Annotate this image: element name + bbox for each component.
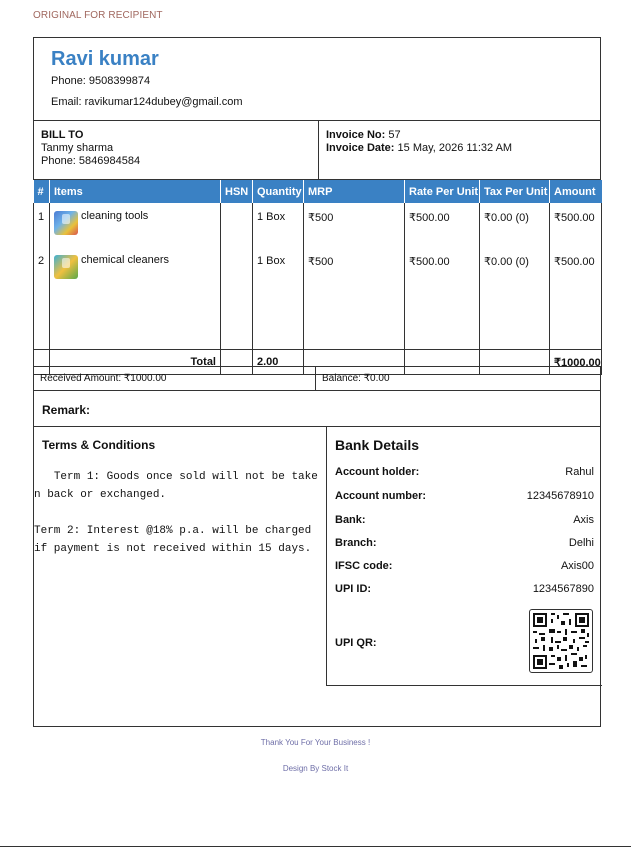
col-header-quantity: Quantity: [253, 180, 304, 203]
bank-value: Axis: [573, 514, 594, 526]
page-bottom-rule: [0, 846, 631, 847]
col-header-items: Items: [50, 180, 221, 203]
upi-id-label: UPI ID:: [335, 583, 372, 595]
bank-label: Bank:: [335, 514, 366, 526]
row-tax: ₹0.00 (0): [480, 203, 550, 247]
bank-details: [326, 427, 602, 686]
upi-qr-label: UPI QR:: [335, 637, 377, 649]
upi-qr-code: [529, 609, 593, 673]
table-header-row: [34, 180, 602, 203]
payment-row: [33, 366, 601, 391]
row-qty: 1 Box: [253, 203, 304, 247]
row-mrp: ₹500: [304, 203, 405, 247]
invoice-date-value: 15 May, 2026 11:32 AM: [394, 142, 513, 154]
items-table: [33, 180, 602, 375]
terms-title: Terms & Conditions: [42, 438, 156, 452]
seller-email: Email: ravikumar124dubey@gmail.com: [51, 96, 243, 108]
received-amount: Received Amount: ₹1000.00: [40, 373, 167, 384]
col-header-num: #: [34, 180, 50, 203]
ifsc-value: Axis00: [560, 560, 594, 572]
table-row: [34, 203, 602, 247]
table-spacer-row: [34, 291, 602, 350]
row-mrp: ₹500: [304, 247, 405, 291]
row-rate: ₹500.00: [405, 203, 480, 247]
table-row: [34, 247, 602, 291]
col-header-rate: Rate Per Unit: [405, 180, 480, 203]
row-num: 1: [34, 203, 50, 247]
ifsc-label: IFSC code:: [335, 560, 393, 572]
bank-title: Bank Details: [335, 437, 420, 453]
account-number-value: 12345678910: [526, 490, 594, 502]
account-number-label: Account number:: [335, 490, 427, 502]
bill-invoice-row: [33, 120, 601, 180]
row-amount: ₹500.00: [550, 247, 602, 291]
invoice-date-label: Invoice Date:: [326, 142, 395, 154]
total-amount: ₹1000.00: [550, 350, 602, 375]
invoice-no-label: Invoice No:: [326, 129, 386, 141]
col-header-mrp: MRP: [304, 180, 405, 203]
seller-name: Ravi kumar: [51, 48, 159, 70]
branch-label: Branch:: [335, 537, 377, 549]
cleaning-tools-icon: [54, 211, 78, 235]
original-banner: ORIGINAL FOR RECIPIENT: [33, 10, 163, 21]
balance-amount: Balance: ₹0.00: [322, 373, 390, 384]
upi-id-value: 1234567890: [532, 583, 594, 595]
row-rate: ₹500.00: [405, 247, 480, 291]
design-credit: Design By Stock It: [282, 764, 349, 773]
row-hsn: [221, 247, 253, 291]
row-qty: 1 Box: [253, 247, 304, 291]
total-qty: 2.00: [253, 350, 304, 375]
remark-label: Remark:: [42, 403, 91, 417]
bill-to-phone: Phone: 5846984584: [41, 155, 141, 167]
col-header-hsn: HSN: [221, 180, 253, 203]
col-header-tax: Tax Per Unit: [480, 180, 550, 203]
row-item: cleaning tools: [81, 210, 149, 222]
terms-bank-section: [33, 426, 601, 727]
seller-phone: Phone: 9508399874: [51, 75, 151, 87]
chemical-cleaners-icon: [54, 255, 78, 279]
row-tax: ₹0.00 (0): [480, 247, 550, 291]
row-hsn: [221, 203, 253, 247]
account-holder-value: Rahul: [565, 466, 594, 478]
row-num: 2: [34, 247, 50, 291]
bill-to-name: Tanmy sharma: [41, 142, 114, 154]
total-label: Total: [50, 350, 221, 375]
invoice-no-value: 57: [385, 129, 401, 141]
col-header-amount: Amount: [550, 180, 602, 203]
terms-text: Term 1: Goods once sold will not be taken back or exchanged. Term 2: Interest @18% p.a. will be charged if payment is not received within 15 days.: [34, 471, 318, 555]
thank-you-text: Thank You For Your Business !: [260, 738, 371, 747]
account-holder-label: Account holder:: [335, 466, 420, 478]
row-amount: ₹500.00: [550, 203, 602, 247]
bill-to-heading: BILL TO: [41, 129, 84, 141]
row-item: chemical cleaners: [81, 254, 170, 266]
branch-value: Delhi: [568, 537, 594, 549]
seller-header: [33, 37, 601, 121]
remark-section: [33, 390, 601, 427]
